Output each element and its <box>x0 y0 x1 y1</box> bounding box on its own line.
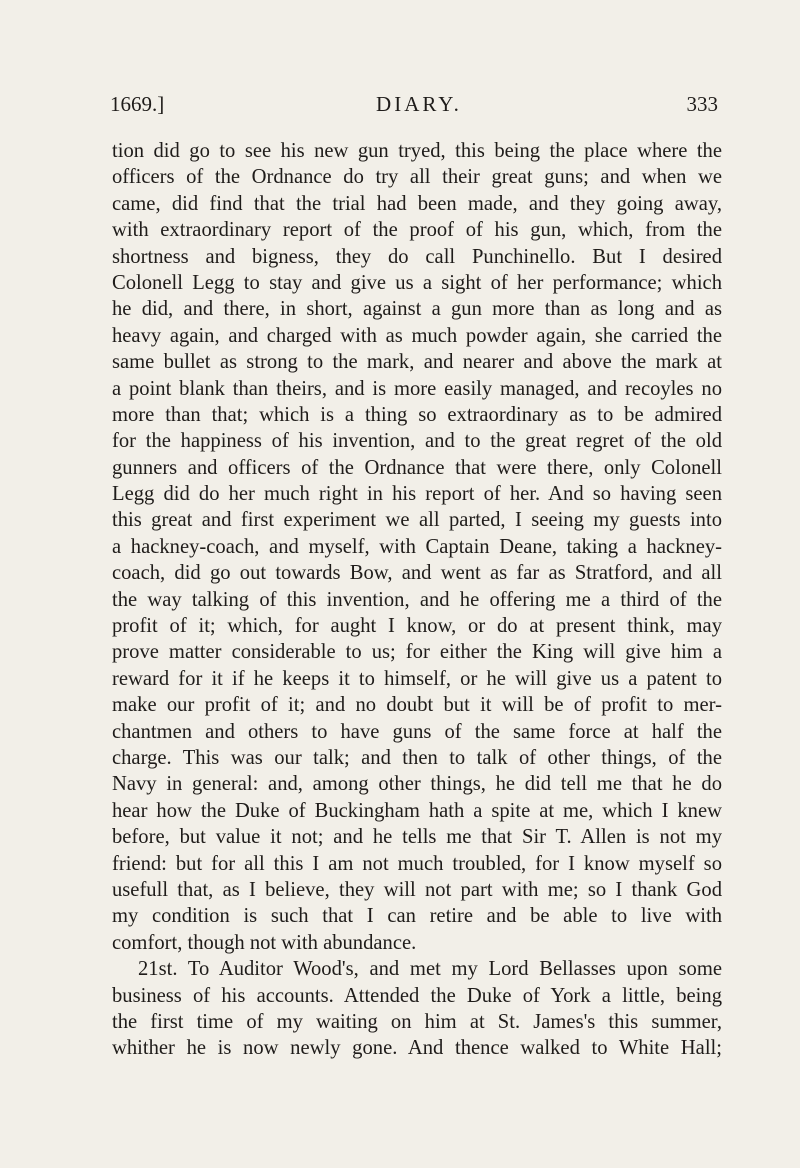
text-line: Legg did do her much right in his report of her. And so having seen <box>112 483 722 506</box>
text-line: officers of the Ordnance do try all their great guns; and when we <box>112 166 722 189</box>
text-line: Colonell Legg to stay and give us a sight of her performance; which <box>112 271 722 294</box>
text-line: a point blank than theirs, and is more easily managed, and recoyles no <box>112 377 722 400</box>
text-line: more than that; which is a thing so extraordinary as to be admired <box>112 403 722 426</box>
text-line: chantmen and others to have guns of the same force at half the <box>112 720 722 743</box>
text-line: Navy in general: and, among other things, he did tell me that he do <box>112 773 722 796</box>
text-line: profit of it; which, for aught I know, or do at present think, may <box>112 615 722 638</box>
text-line: tion did go to see his new gun tryed, this being the place where the <box>112 140 722 162</box>
text-line: for the happiness of his invention, and to the great regret of the old <box>112 430 722 453</box>
text-line: he did, and there, in short, against a gun more than as long and as <box>112 298 722 321</box>
text-line: usefull that, as I believe, they will not part with me; so I thank God <box>112 878 722 901</box>
text-line: my condition is such that I can retire and be able to live with <box>112 905 722 928</box>
text-line: same bullet as strong to the mark, and nearer and above the mark at <box>112 351 722 374</box>
text-line: reward for it if he keeps it to himself, or he will give us a patent to <box>112 667 722 690</box>
text-line: came, did find that the trial had been made, and they going away, <box>112 192 722 215</box>
text-line: a hackney-coach, and myself, with Captain Deane, taking a hackney- <box>112 535 722 558</box>
text-line: business of his accounts. Attended the Duke of York a little, being <box>112 984 722 1007</box>
text-line: whither he is now newly gone. And thence walked to White Hall; <box>112 1037 722 1060</box>
text-line: the way talking of this invention, and he offering me a third of the <box>112 588 722 611</box>
text-line: charge. This was our talk; and then to talk of other things, of the <box>112 746 722 769</box>
page-number: 333 <box>686 92 718 116</box>
running-header <box>110 92 718 122</box>
text-line: heavy again, and charged with as much powder again, she carried the <box>112 324 722 347</box>
paragraph-end-line: comfort, though not with abundance. <box>112 931 417 954</box>
text-line: hear how the Duke of Buckingham hath a spite at me, which I knew <box>112 799 722 822</box>
text-line: before, but value it not; and he tells me that Sir T. Allen is not my <box>112 826 722 849</box>
text-line: friend: but for all this I am not much troubled, for I know myself so <box>112 852 722 875</box>
running-title: DIARY. <box>376 92 462 116</box>
diary-body-text <box>112 138 722 1062</box>
text-line: with extraordinary report of the proof of his gun, which, from the <box>112 219 722 242</box>
text-line: the first time of my waiting on him at St. James's this summer, <box>112 1010 722 1033</box>
text-line: this great and first experiment we all parted, I seeing my guests into <box>112 509 722 532</box>
running-date: 1669.] <box>110 92 165 116</box>
text-line: gunners and officers of the Ordnance that were there, only Colonell <box>112 456 722 479</box>
text-line: coach, did go out towards Bow, and went as far as Stratford, and all <box>112 562 722 585</box>
text-line: make our profit of it; and no doubt but it will be of profit to mer- <box>112 694 722 717</box>
text-line: prove matter considerable to us; for either the King will give him a <box>112 641 722 664</box>
entry-start-line: 21st. To Auditor Wood's, and met my Lord Bellasses upon some <box>138 958 722 981</box>
text-line: shortness and bigness, they do call Punchinello. But I desired <box>112 245 722 268</box>
